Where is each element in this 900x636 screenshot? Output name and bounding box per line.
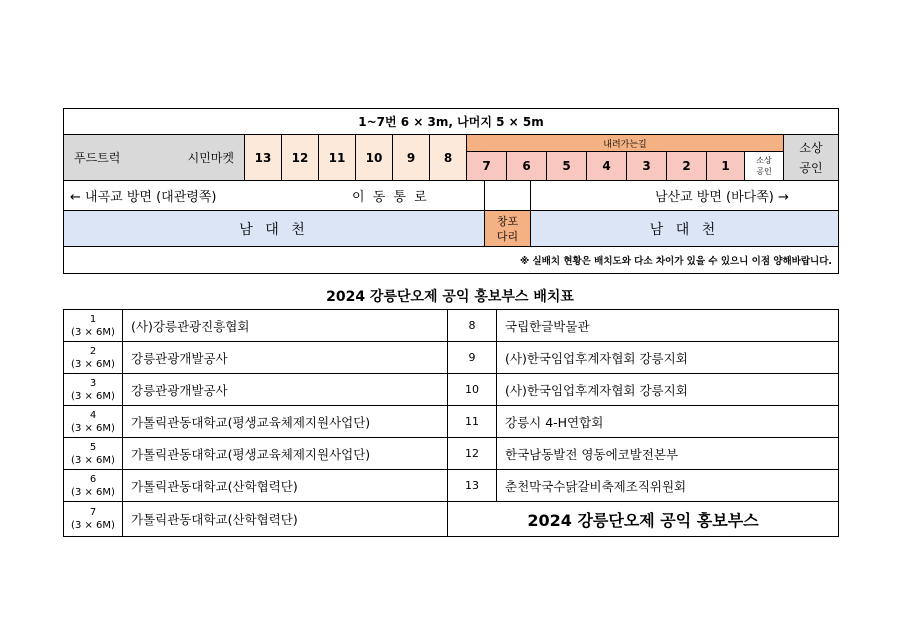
booth-num: 3 xyxy=(89,377,97,389)
booth-size: (3 × 6M) xyxy=(71,486,115,498)
booth-2-name: 강릉관광개발공사 xyxy=(122,341,448,374)
booth-size: (3 × 6M) xyxy=(71,422,115,434)
booth-num: 7 xyxy=(89,507,97,518)
booth-10-name: (사)한국임업후계자협회 강릉지회 xyxy=(496,373,839,406)
bridge-line2: 다리 xyxy=(496,229,519,243)
stall-12: 12 xyxy=(281,134,319,181)
booth-13-number: 13 xyxy=(447,469,497,502)
booth-3-name: 강릉관광개발공사 xyxy=(122,373,448,406)
booth-size: (3 × 6M) xyxy=(71,390,115,402)
table-title: 2024 강릉단오제 공익 홍보부스 배치표 xyxy=(326,289,574,305)
booth-size: (3 × 6M) xyxy=(71,326,115,338)
stall-2: 2 xyxy=(666,151,707,181)
small-merchant-stall-line2: 공인 xyxy=(756,167,772,176)
table-footer-title: 2024 강릉단오제 공익 홍보부스 xyxy=(447,501,839,537)
bridge-label xyxy=(484,210,531,247)
stall-10: 10 xyxy=(355,134,393,181)
booth-size: (3 × 6M) xyxy=(71,454,115,466)
booth-6-number xyxy=(63,469,123,502)
bridge-gap-right xyxy=(530,180,531,210)
small-merchant-line1: 소상 xyxy=(799,140,823,155)
booth-5-number xyxy=(63,437,123,470)
booth-12-number: 12 xyxy=(447,437,497,470)
stall-13: 13 xyxy=(244,134,282,181)
small-merchant-area xyxy=(783,134,839,181)
layout-note: ※ 실배치 현황은 배치도와 다소 차이가 있을 수 있으니 이점 양해바랍니다. xyxy=(63,246,839,274)
booth-3-number xyxy=(63,373,123,406)
direction-left: ← 내곡교 방면 (대관령쪽) xyxy=(70,190,217,205)
road-label: 내려가는길 xyxy=(466,134,784,152)
passage-label: 이 동 통 로 xyxy=(352,190,429,205)
booth-2-number xyxy=(63,341,123,374)
stall-1: 1 xyxy=(706,151,745,181)
booth-num: 4 xyxy=(89,409,97,421)
booth-10-number: 10 xyxy=(447,373,497,406)
stream-left: 남 대 천 xyxy=(63,210,485,247)
food-truck-area xyxy=(63,134,245,181)
booth-4-name: 가톨릭관동대학교(평생교육체제지원사업단) xyxy=(122,405,448,438)
booth-9-number: 9 xyxy=(447,341,497,374)
stall-6: 6 xyxy=(506,151,547,181)
booth-8-name: 국립한글박물관 xyxy=(496,309,839,342)
stall-11: 11 xyxy=(318,134,356,181)
booth-1-number xyxy=(63,309,123,342)
stall-8: 8 xyxy=(429,134,467,181)
booth-num: 1 xyxy=(89,313,97,325)
stall-9: 9 xyxy=(392,134,430,181)
booth-1-name: (사)강릉관광진흥협회 xyxy=(122,309,448,342)
stream-right: 남 대 천 xyxy=(530,210,839,247)
stall-3: 3 xyxy=(626,151,667,181)
booth-5-name: 가톨릭관동대학교(평생교육체제지원사업단) xyxy=(122,437,448,470)
citizen-market-label: 시민마켓 xyxy=(187,151,234,165)
stall-4: 4 xyxy=(586,151,627,181)
booth-4-number xyxy=(63,405,123,438)
booth-6-name: 가톨릭관동대학교(산학협력단) xyxy=(122,469,448,502)
booth-size: (3 × 6M) xyxy=(71,358,115,370)
booth-7-number xyxy=(63,501,123,537)
booth-11-number: 11 xyxy=(447,405,497,438)
small-merchant-line2: 공인 xyxy=(799,160,823,175)
booth-num: 5 xyxy=(89,441,97,453)
booth-13-name: 춘천막국수닭갈비축제조직위원회 xyxy=(496,469,839,502)
small-merchant-stall xyxy=(744,151,784,181)
bridge-gap-left xyxy=(484,180,485,210)
direction-right: 남산교 방면 (바다쪽) → xyxy=(655,190,789,205)
food-truck-label: 푸드트럭 xyxy=(74,151,121,165)
booth-size: (3 × 6M) xyxy=(71,520,115,531)
bridge-line1: 창포 xyxy=(496,214,519,228)
layout-size-title: 1~7번 6 × 3m, 나머지 5 × 5m xyxy=(63,108,839,135)
booth-12-name: 한국남동발전 영동에코발전본부 xyxy=(496,437,839,470)
booth-8-number: 8 xyxy=(447,309,497,342)
booth-num: 6 xyxy=(89,473,97,485)
stall-7: 7 xyxy=(466,151,507,181)
booth-11-name: 강릉시 4-H연합회 xyxy=(496,405,839,438)
small-merchant-stall-line1: 소상 xyxy=(756,156,772,165)
booth-7-name: 가톨릭관동대학교(산학협력단) xyxy=(122,501,448,537)
stall-5: 5 xyxy=(546,151,587,181)
booth-num: 2 xyxy=(89,345,97,357)
booth-9-name: (사)한국임업후계자협회 강릉지회 xyxy=(496,341,839,374)
